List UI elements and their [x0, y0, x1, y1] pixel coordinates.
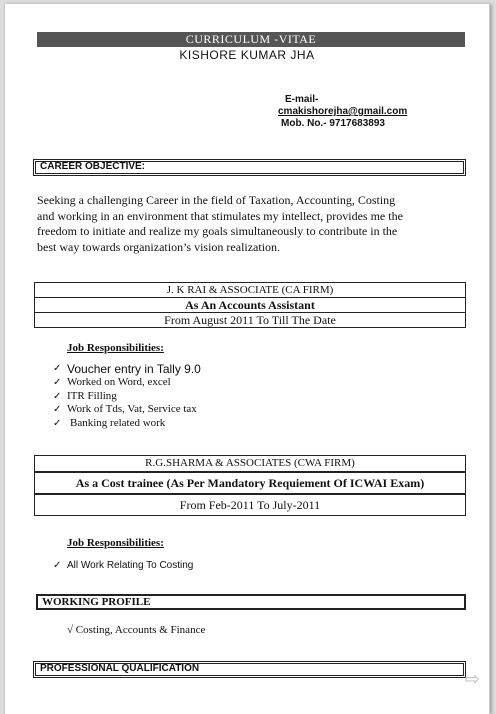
list-item: ✓ Work of Tds, Vat, Service tax: [53, 403, 197, 415]
working-profile-label: WORKING PROFILE: [42, 596, 151, 608]
list-item: ✓ Worked on Word, excel: [53, 376, 171, 388]
career-objective-label: CAREER OBJECTIVE:: [40, 161, 146, 172]
email-link[interactable]: cmakishorejha@gmail.com: [278, 106, 408, 117]
objective-line: freedom to initiate and realize my goals simultaneously to contribute in the: [37, 224, 398, 238]
check-icon: ✓: [53, 363, 62, 374]
list-item: ✓ ITR Filling: [53, 389, 117, 402]
job1-firm: J. K RAI & ASSOCIATE (CA FIRM): [166, 284, 334, 296]
cv-title-bar: CURRICULUM -VITAE: [37, 32, 465, 47]
job1-table: [34, 282, 466, 328]
professional-qualification-heading: [33, 661, 466, 678]
job1-role: As An Accounts Assistant: [35, 297, 465, 312]
job2-responsibilities-list: [53, 559, 193, 573]
list-item: ✓ Banking related work: [53, 416, 166, 429]
job1-responsibilities-list: [53, 362, 201, 430]
professional-qualification-label: PROFESSIONAL QUALIFICATION: [40, 663, 200, 674]
check-icon: ✓: [53, 404, 62, 415]
check-icon: ✓: [53, 390, 62, 402]
check-icon: ✓: [53, 560, 62, 571]
list-item: ✓ Voucher entry in Tally 9.0: [53, 362, 201, 376]
objective-line: best way towards organization’s vision realization.: [37, 239, 281, 254]
job2-table: [34, 455, 466, 516]
check-icon: ✓: [53, 377, 62, 388]
resume-page: [4, 4, 490, 714]
career-objective-heading: [33, 159, 466, 176]
check-icon: ✓: [53, 417, 62, 429]
job2-firm: R.G.SHARMA & ASSOCIATES (CWA FIRM): [145, 457, 355, 469]
email-label: E-mail-: [285, 94, 319, 105]
job2-period: From Feb-2011 To July-2011: [35, 493, 465, 515]
career-objective-text: [37, 193, 457, 255]
working-profile-item: √ Costing, Accounts & Finance: [67, 624, 206, 636]
job1-responsibilities-heading: Job Responsibilities:: [67, 342, 164, 354]
working-profile-heading: [36, 594, 466, 610]
list-item: ✓ All Work Relating To Costing: [53, 560, 194, 571]
job2-role: As a Cost trainee (As Per Mandatory Requiement Of ICWAI Exam): [35, 471, 465, 493]
job1-period: From August 2011 To Till The Date: [35, 312, 465, 327]
job2-responsibilities-heading: Job Responsibilities:: [67, 537, 164, 549]
mobile-number: Mob. No.- 9717683893: [281, 118, 385, 129]
objective-line: and working in an environment that stimulates my intellect, provides me the: [37, 208, 403, 223]
objective-line: Seeking a challenging Career in the field of Taxation, Accounting, Costing: [37, 193, 396, 207]
candidate-name: KISHORE KUMAR JHA: [179, 48, 315, 62]
next-page-arrow-icon[interactable]: ⇨: [464, 669, 480, 690]
